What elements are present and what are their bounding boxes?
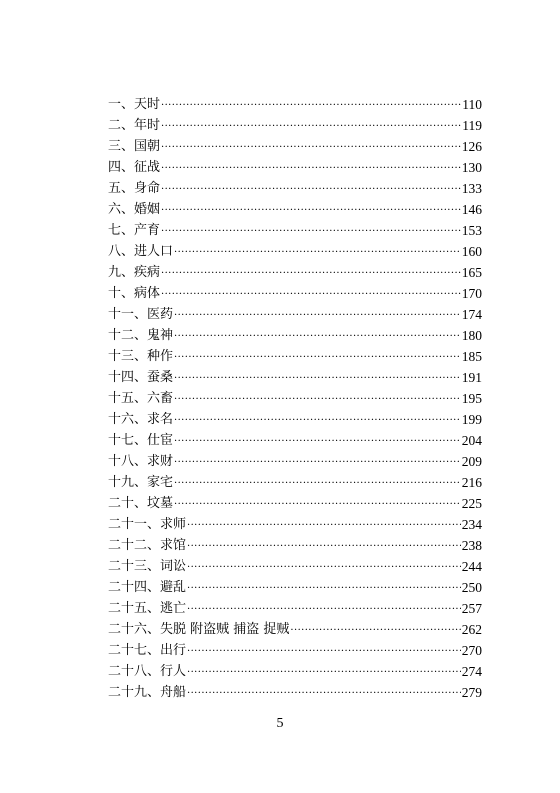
toc-entry-title: 十五、六畜 — [108, 391, 174, 406]
toc-entry-page: 234 — [461, 517, 482, 532]
dot-leader — [290, 624, 460, 638]
toc-entry-title: 六、婚姻 — [108, 202, 161, 217]
toc-entry-title: 二十六、失脱 附盗贼 捕盗 捉贼 — [108, 622, 290, 637]
toc-entry-title: 二十一、求师 — [108, 517, 187, 532]
dot-leader — [187, 582, 461, 596]
toc-entry-page: 165 — [461, 265, 482, 280]
dot-leader — [174, 456, 461, 470]
toc-entry — [108, 386, 482, 407]
toc-entry-page: 130 — [461, 160, 482, 175]
toc-entry — [108, 407, 482, 428]
dot-leader — [161, 183, 461, 197]
toc-entry-title: 二十五、逃亡 — [108, 601, 187, 616]
toc-entry-title: 一、天时 — [108, 97, 161, 112]
toc-entry-page: 174 — [461, 307, 482, 322]
toc-entry-title: 十六、求名 — [108, 412, 174, 427]
toc-entry — [108, 680, 482, 701]
toc-entry-title: 四、征战 — [108, 160, 161, 175]
toc-entry-page: 257 — [461, 601, 482, 616]
dot-leader — [174, 372, 461, 386]
toc-entry-title: 十二、鬼神 — [108, 328, 174, 343]
toc-entry-page: 146 — [461, 202, 482, 217]
toc-entry — [108, 491, 482, 512]
dot-leader — [161, 288, 461, 302]
dot-leader — [174, 498, 461, 512]
toc-entry-page: 244 — [461, 559, 482, 574]
toc-entry-page: 199 — [461, 412, 482, 427]
toc-entry-page: 270 — [461, 643, 482, 658]
toc-entry-page: 238 — [461, 538, 482, 553]
toc-entry-title: 二十九、舟船 — [108, 685, 187, 700]
toc-entry — [108, 617, 482, 638]
toc-entry-page: 160 — [461, 244, 482, 259]
dot-leader — [161, 141, 461, 155]
toc-entry-page: 170 — [461, 286, 482, 301]
toc-entry — [108, 323, 482, 344]
toc-entry-title: 十、病体 — [108, 286, 161, 301]
toc-entry-page: 185 — [461, 349, 482, 364]
toc-entry — [108, 197, 482, 218]
toc-entry-page: 225 — [461, 496, 482, 511]
toc-entry-page: 262 — [461, 622, 482, 637]
toc-entry-title: 十四、蚕桑 — [108, 370, 174, 385]
toc-entry — [108, 365, 482, 386]
toc-entry — [108, 470, 482, 491]
dot-leader — [174, 246, 461, 260]
toc-entry-page: 126 — [461, 139, 482, 154]
toc-entry — [108, 176, 482, 197]
toc-entry-title: 三、国朝 — [108, 139, 161, 154]
toc-entry-page: 110 — [462, 97, 482, 112]
toc-entry — [108, 134, 482, 155]
toc-entry-page: 274 — [461, 664, 482, 679]
toc-entry-page: 133 — [461, 181, 482, 196]
toc-entry — [108, 302, 482, 323]
toc-entry-page: 204 — [461, 433, 482, 448]
toc-entry — [108, 260, 482, 281]
toc-entry — [108, 596, 482, 617]
toc-entry — [108, 218, 482, 239]
toc-entry — [108, 575, 482, 596]
dot-leader — [161, 267, 461, 281]
dot-leader — [187, 540, 461, 554]
toc-entry-title: 五、身命 — [108, 181, 161, 196]
toc-entry-page: 153 — [461, 223, 482, 238]
toc-entry — [108, 239, 482, 260]
toc-entry-title: 十一、医药 — [108, 307, 174, 322]
toc-entry-title: 二十、坟墓 — [108, 496, 174, 511]
dot-leader — [174, 309, 461, 323]
dot-leader — [161, 99, 461, 113]
toc-entry-page: 191 — [461, 370, 482, 385]
dot-leader — [161, 204, 461, 218]
page-number: 5 — [276, 716, 284, 731]
toc-entry-page: 279 — [461, 685, 482, 700]
toc-entry-title: 二十八、行人 — [108, 664, 187, 679]
toc-entry — [108, 533, 482, 554]
toc-entry-page: 209 — [461, 454, 482, 469]
toc-entry-page: 195 — [461, 391, 482, 406]
toc-entry — [108, 155, 482, 176]
dot-leader — [187, 519, 461, 533]
toc-entry — [108, 449, 482, 470]
toc-entry-title: 二十三、词讼 — [108, 559, 187, 574]
toc-entry-title: 八、进人口 — [108, 244, 174, 259]
toc-entry — [108, 113, 482, 134]
dot-leader — [161, 120, 461, 134]
dot-leader — [187, 561, 461, 575]
dot-leader — [174, 393, 461, 407]
toc-entry-title: 二、年时 — [108, 118, 161, 133]
toc-entry-title: 十八、求财 — [108, 454, 174, 469]
dot-leader — [161, 162, 461, 176]
toc-entry — [108, 659, 482, 680]
dot-leader — [187, 687, 461, 701]
dot-leader — [187, 645, 461, 659]
dot-leader — [174, 477, 461, 491]
dot-leader — [161, 225, 461, 239]
toc-entry — [108, 281, 482, 302]
table-of-contents — [108, 92, 482, 701]
dot-leader — [174, 435, 461, 449]
toc-entry — [108, 554, 482, 575]
toc-entry-page: 180 — [461, 328, 482, 343]
toc-entry — [108, 512, 482, 533]
toc-entry-title: 二十四、避乱 — [108, 580, 187, 595]
toc-entry-page: 119 — [462, 118, 482, 133]
dot-leader — [174, 414, 461, 428]
toc-entry-title: 二十二、求馆 — [108, 538, 187, 553]
toc-entry — [108, 638, 482, 659]
toc-entry — [108, 344, 482, 365]
toc-entry-title: 十三、种作 — [108, 349, 174, 364]
toc-entry-title: 二十七、出行 — [108, 643, 187, 658]
dot-leader — [174, 351, 461, 365]
dot-leader — [187, 603, 461, 617]
toc-entry — [108, 428, 482, 449]
toc-entry — [108, 92, 482, 113]
toc-entry-page: 250 — [461, 580, 482, 595]
toc-entry-title: 七、产育 — [108, 223, 161, 238]
toc-entry-page: 216 — [461, 475, 482, 490]
toc-entry-title: 九、疾病 — [108, 265, 161, 280]
toc-entry-title: 十七、仕宦 — [108, 433, 174, 448]
dot-leader — [187, 666, 461, 680]
dot-leader — [174, 330, 461, 344]
toc-entry-title: 十九、家宅 — [108, 475, 174, 490]
